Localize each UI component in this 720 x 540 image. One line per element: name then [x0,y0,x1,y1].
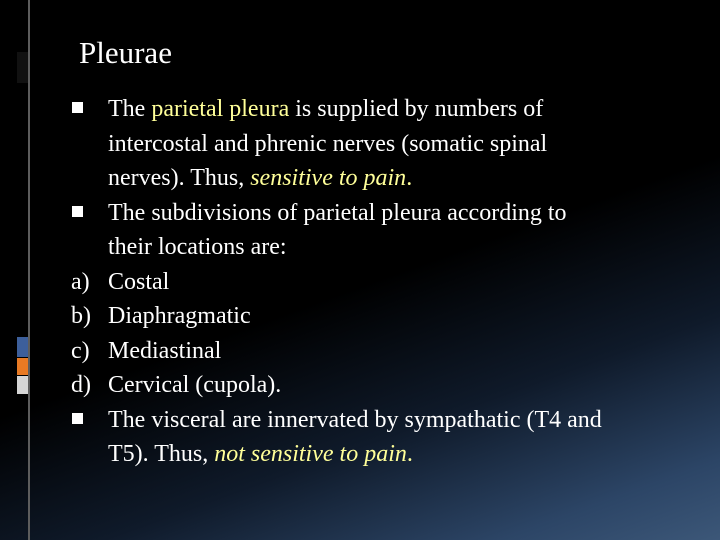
text-line [108,161,708,196]
bullet-square [72,413,83,424]
text-line [108,127,708,162]
list-letter-label: a) [71,268,90,295]
list-item [48,265,708,300]
list-item [48,92,708,196]
text-run: The subdivisions of parietal pleura according to [108,199,567,226]
left-vertical-rule [28,0,30,540]
text-line [108,334,708,369]
bullet-square [72,102,83,113]
text-line [108,299,708,334]
deco-block-gray [17,376,28,394]
text-line [108,92,708,127]
text-run: Mediastinal [108,337,222,364]
slide-title: Pleurae [79,35,172,70]
highlighted-text: sensitive to pain [250,165,407,191]
text-run: intercostal and phrenic nerves (somatic spinal [108,130,548,157]
slide-body [48,92,708,472]
text-run: The [108,96,152,122]
highlighted-text: . [406,165,413,191]
text-line [108,230,708,265]
highlighted-text: parietal pleura [151,96,290,122]
text-run: nerves). Thus, [108,165,251,191]
deco-block-black [17,52,28,83]
list-letter-label: d) [71,372,91,398]
highlighted-text: . [406,441,413,467]
text-run: The visceral are innervated by sympathatic (T4 and [108,406,602,433]
bullet-square [72,206,83,217]
text-run: their locations are: [108,234,287,260]
text-run: Cervical (cupola). [108,372,282,398]
highlighted-text: not sensitive to pain [214,441,407,467]
list-item [48,334,708,369]
list-letter-label: b) [71,303,91,329]
text-line [108,403,708,438]
list-item [48,196,708,265]
deco-block-orange [17,358,28,375]
list-item [48,368,708,403]
text-run: Diaphragmatic [108,303,251,329]
text-line [108,368,708,403]
list-letter-label: c) [71,337,90,364]
text-run: is supplied by numbers of [289,96,544,122]
text-run: T5). Thus, [108,441,215,467]
text-line [108,196,708,231]
text-line [108,265,708,300]
deco-block-blue [17,337,28,357]
list-item [48,299,708,334]
text-line [108,437,708,472]
list-item [48,403,708,472]
text-run: Costal [108,268,170,295]
